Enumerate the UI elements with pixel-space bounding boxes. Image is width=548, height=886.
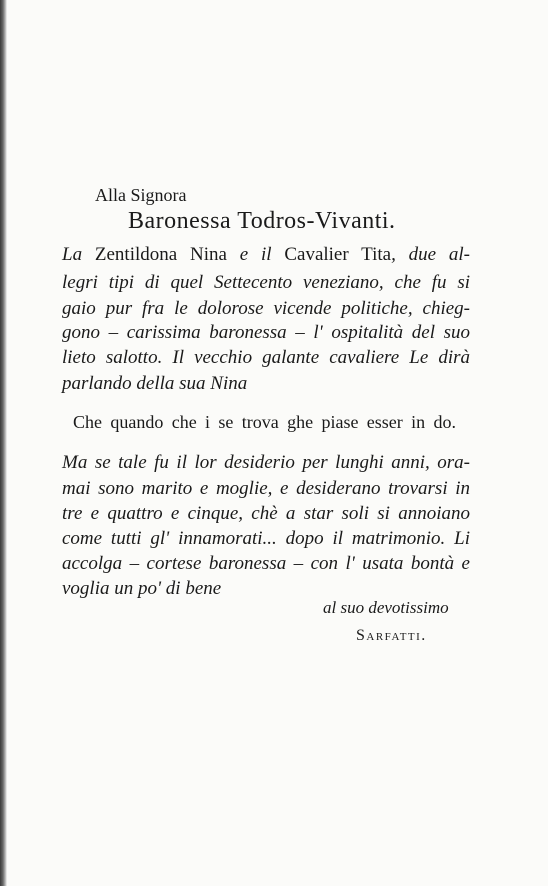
closing-devotion: al suo devotissimo <box>323 598 449 617</box>
paragraph-1-line-3: gaio pur fra le dolorose vicende politiche, chieg- <box>62 298 470 319</box>
paragraph-2-line-2: mai sono marito e moglie, e desiderano trovarsi in <box>62 478 470 499</box>
paragraph-1-line-4: gono – carissima baronessa – l' ospitalità del suo <box>62 322 470 343</box>
signature: Sarfatti. <box>356 627 427 644</box>
paragraph-2-line-3: tre e quattro e cinque, chè a star soli si annoiano <box>62 503 470 524</box>
paragraph-2-line-6: voglia un po' di bene <box>62 578 222 599</box>
dialect-quote: Che quando che i se trova ghe piase esser in do. <box>73 412 456 432</box>
p1-l1-seg-2: Zentildona Nina <box>82 244 240 265</box>
paragraph-2-line-1: Ma se tale fu il lor desiderio per lunghi anni, ora- <box>62 452 470 473</box>
p1-l1-seg-4: Cavalier Tita <box>271 244 392 265</box>
paragraph-1-line-1 <box>62 244 470 266</box>
p1-l1-seg-5: , due al- <box>391 244 470 265</box>
dedication-to: Alla Signora <box>95 185 187 205</box>
paragraph-1-line-5: lieto salotto. Il vecchio galante cavaliere Le dirà <box>62 347 470 368</box>
dedication-name: Baronessa Todros-Vivanti. <box>128 208 396 234</box>
p1-l1-seg-1: La <box>62 244 83 265</box>
p1-l1-seg-3: e il <box>239 244 272 265</box>
paragraph-1-line-2: legri tipi di quel Settecento veneziano, che fu si <box>62 272 470 293</box>
page-binding-edge <box>0 0 7 886</box>
paragraph-2-line-4: come tutti gl' innamorati... dopo il matrimonio. Li <box>62 528 470 549</box>
paragraph-2-line-5: accolga – cortese baronessa – con l' usata bontà e <box>62 553 470 574</box>
paragraph-1-line-6: parlando della sua Nina <box>62 373 248 394</box>
